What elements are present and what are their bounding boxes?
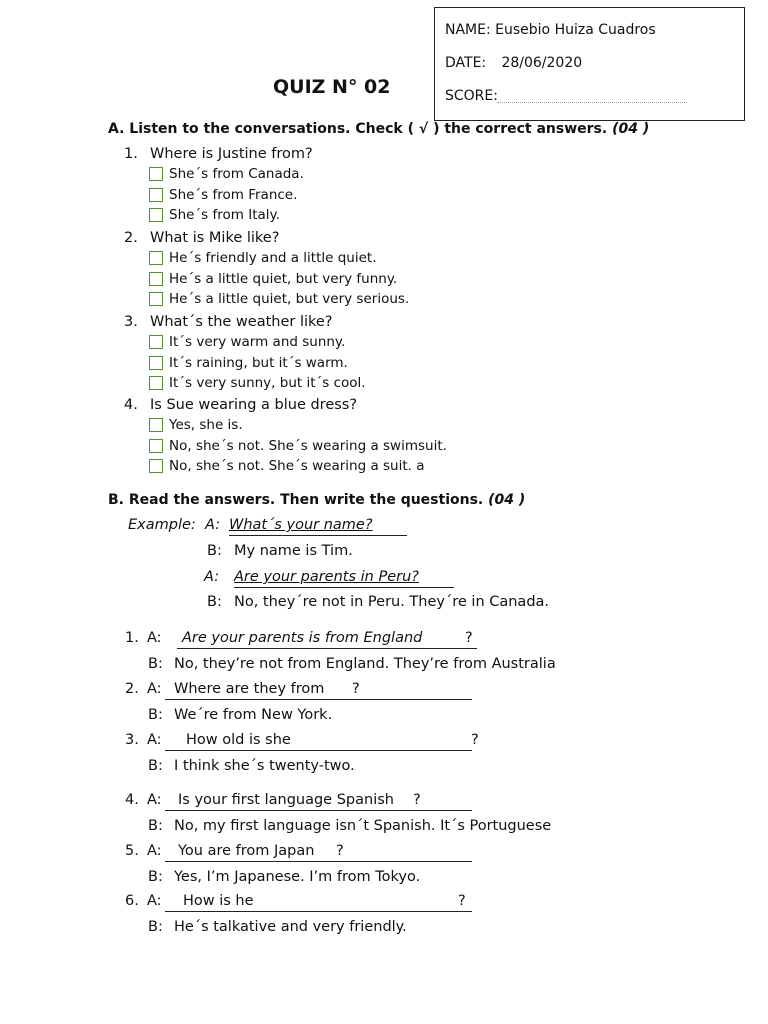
date-label: DATE: bbox=[445, 55, 487, 71]
student-info-box bbox=[434, 7, 745, 121]
name-value: Eusebio Huiza Cuadros bbox=[495, 22, 656, 38]
option-label: She´s from Canada. bbox=[169, 166, 304, 182]
item-b-answer: He´s talkative and very friendly. bbox=[174, 919, 407, 935]
item-b-label: B: bbox=[148, 758, 163, 774]
option-label: It´s raining, but it´s warm. bbox=[169, 354, 348, 371]
option-label: It´s very warm and sunny. bbox=[169, 334, 346, 350]
question-4 bbox=[124, 397, 357, 413]
item-b-label: B: bbox=[148, 818, 163, 834]
question-number: 2. bbox=[124, 230, 138, 246]
question-text: What is Mike like? bbox=[150, 230, 280, 246]
question-number: 1. bbox=[124, 146, 138, 162]
item-number: 2. bbox=[125, 681, 139, 697]
example-1-b-label: B: bbox=[207, 543, 222, 559]
written-question: You are from Japan bbox=[178, 843, 315, 859]
section-b-points: (04 ) bbox=[488, 492, 526, 508]
example-2-answer-line bbox=[234, 587, 454, 588]
name-label: NAME: bbox=[445, 22, 491, 38]
date-value: 28/06/2020 bbox=[501, 55, 583, 71]
item-number: 6. bbox=[125, 893, 139, 909]
answer-option bbox=[149, 291, 409, 307]
question-text: What´s the weather like? bbox=[150, 314, 333, 330]
checkbox[interactable] bbox=[149, 272, 163, 286]
option-label: She´s from Italy. bbox=[169, 207, 280, 223]
option-label: He´s a little quiet, but very funny. bbox=[169, 270, 398, 287]
item-b-label: B: bbox=[148, 869, 163, 885]
score-label: SCORE: bbox=[445, 88, 498, 104]
checkbox[interactable] bbox=[149, 335, 163, 349]
written-question: Where are they from bbox=[174, 681, 325, 697]
item-b-answer: Yes, I’m Japanese. I’m from Tokyo. bbox=[174, 869, 421, 885]
question-text: Is Sue wearing a blue dress? bbox=[150, 397, 358, 413]
answer-option bbox=[149, 458, 425, 474]
checkbox[interactable] bbox=[149, 459, 163, 473]
example-2-a-label: A: bbox=[204, 569, 220, 585]
example-2-b-text: No, they´re not in Peru. They´re in Canada. bbox=[234, 594, 550, 610]
example-1-a-text: What´s your name? bbox=[229, 517, 373, 533]
option-label: No, she´s not. She´s wearing a suit. a bbox=[169, 458, 425, 474]
question-mark: ? bbox=[336, 843, 344, 859]
item-number: 4. bbox=[125, 792, 139, 808]
answer-option bbox=[149, 417, 243, 433]
item-b-label: B: bbox=[148, 919, 163, 935]
checkbox[interactable] bbox=[149, 208, 163, 222]
option-label: It´s very sunny, but it´s cool. bbox=[169, 375, 366, 391]
answer-option bbox=[149, 207, 280, 223]
section-a-heading bbox=[108, 121, 649, 137]
checkbox[interactable] bbox=[149, 439, 163, 453]
item-b-answer: I think she´s twenty-two. bbox=[174, 758, 355, 774]
item-number: 1. bbox=[125, 630, 139, 646]
checkbox[interactable] bbox=[149, 376, 163, 390]
item-a-label: A: bbox=[147, 843, 162, 859]
answer-line[interactable] bbox=[165, 750, 472, 751]
answer-line[interactable] bbox=[177, 648, 477, 649]
item-b-answer: No, they’re not from England. They’re from Australia bbox=[174, 656, 556, 672]
item-b-label: B: bbox=[148, 656, 163, 672]
section-a-points: (04 ) bbox=[612, 121, 650, 137]
question-1 bbox=[124, 146, 313, 162]
option-label: Yes, she is. bbox=[169, 417, 243, 433]
question-3 bbox=[124, 314, 333, 330]
section-b-heading-text: B. Read the answers. Then write the questions. bbox=[108, 492, 484, 508]
answer-option bbox=[149, 250, 377, 266]
item-number: 3. bbox=[125, 732, 139, 748]
checkbox[interactable] bbox=[149, 167, 163, 181]
answer-option bbox=[149, 438, 447, 454]
quiz-title: QUIZ N° 02 bbox=[273, 76, 391, 98]
item-b-label: B: bbox=[148, 707, 163, 723]
item-b-answer: We´re from New York. bbox=[174, 707, 333, 723]
option-label: He´s a little quiet, but very serious. bbox=[169, 291, 410, 307]
answer-option bbox=[149, 355, 348, 371]
answer-line[interactable] bbox=[165, 810, 472, 811]
answer-line[interactable] bbox=[165, 911, 472, 912]
question-number: 4. bbox=[124, 397, 138, 413]
option-label: She´s from France. bbox=[169, 186, 298, 203]
question-2 bbox=[124, 230, 279, 246]
item-a-label: A: bbox=[147, 630, 162, 646]
score-row bbox=[445, 88, 498, 104]
item-a-label: A: bbox=[147, 893, 162, 909]
item-b-answer: No, my first language isn´t Spanish. It´s Portuguese bbox=[174, 818, 552, 834]
date-row bbox=[445, 55, 582, 71]
item-a-label: A: bbox=[147, 732, 162, 748]
checkbox[interactable] bbox=[149, 292, 163, 306]
answer-option bbox=[149, 271, 397, 287]
checkbox[interactable] bbox=[149, 188, 163, 202]
option-label: No, she´s not. She´s wearing a swimsuit. bbox=[169, 437, 447, 454]
written-question: How old is she bbox=[186, 732, 291, 748]
question-text: Where is Justine from? bbox=[150, 146, 313, 162]
example-2-a-text: Are your parents in Peru? bbox=[234, 569, 419, 585]
written-question: How is he bbox=[183, 893, 254, 909]
written-question: Is your first language Spanish bbox=[178, 792, 394, 808]
question-mark: ? bbox=[471, 732, 479, 748]
answer-option bbox=[149, 166, 304, 182]
question-mark: ? bbox=[413, 792, 421, 808]
item-a-label: A: bbox=[147, 792, 162, 808]
score-blank-line bbox=[497, 102, 687, 103]
checkbox[interactable] bbox=[149, 418, 163, 432]
question-mark: ? bbox=[352, 681, 360, 697]
question-mark: ? bbox=[465, 630, 473, 646]
item-number: 5. bbox=[125, 843, 139, 859]
section-b-heading bbox=[108, 492, 525, 508]
question-number: 3. bbox=[124, 314, 138, 330]
example-label: Example: bbox=[128, 517, 196, 533]
checkbox[interactable] bbox=[149, 356, 163, 370]
example-1-answer-line bbox=[229, 535, 407, 536]
item-a-label: A: bbox=[147, 681, 162, 697]
question-mark: ? bbox=[458, 893, 466, 909]
example-2-b-label: B: bbox=[207, 594, 222, 610]
name-row bbox=[445, 22, 656, 38]
section-a-heading-text: A. Listen to the conversations. Check ( √ ) the correct answers. bbox=[108, 121, 608, 137]
answer-line[interactable] bbox=[165, 699, 472, 700]
answer-option bbox=[149, 334, 345, 350]
answer-option bbox=[149, 187, 297, 203]
example-1-b-text: My name is Tim. bbox=[234, 543, 353, 559]
answer-option bbox=[149, 375, 366, 391]
checkbox[interactable] bbox=[149, 251, 163, 265]
answer-line[interactable] bbox=[165, 861, 472, 862]
written-question: Are your parents is from England bbox=[182, 630, 423, 646]
example-1-a-label: A: bbox=[205, 517, 221, 533]
option-label: He´s friendly and a little quiet. bbox=[169, 250, 377, 266]
